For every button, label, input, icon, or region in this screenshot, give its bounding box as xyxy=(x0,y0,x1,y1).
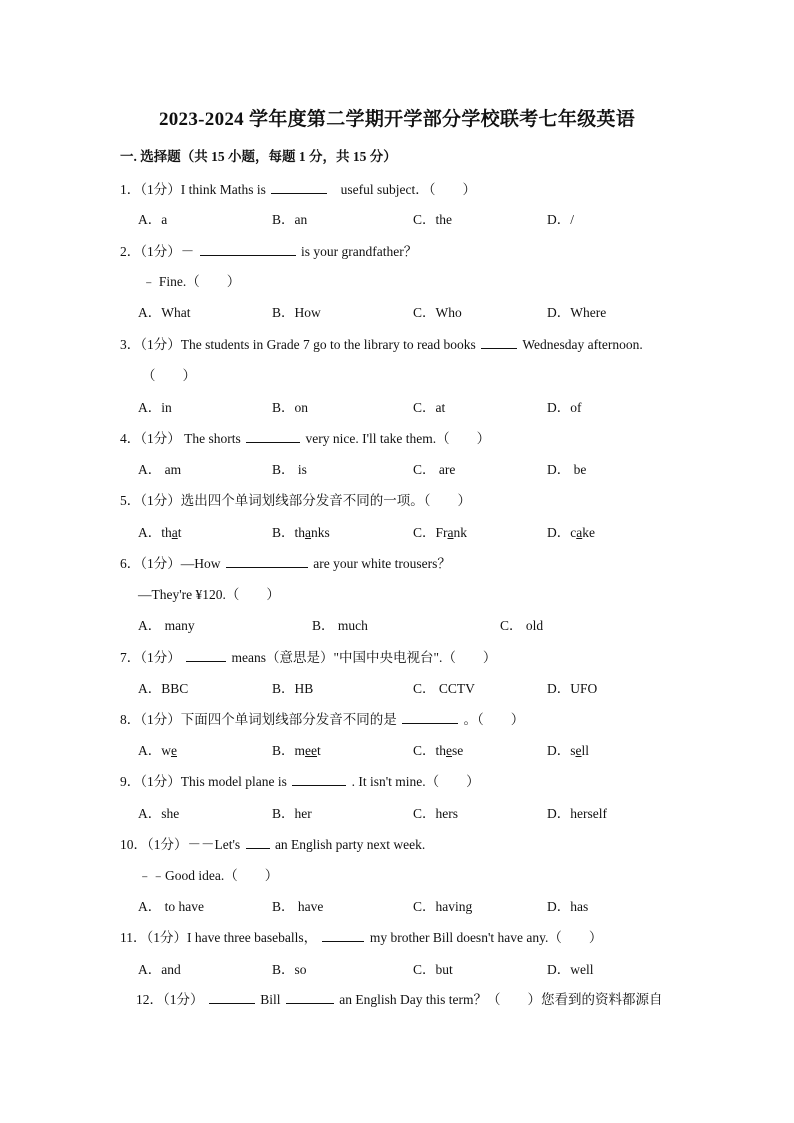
option-b[interactable]: B．HB xyxy=(272,681,314,696)
option-c[interactable]: C．Who xyxy=(413,305,462,320)
option-b[interactable]: B．on xyxy=(272,400,309,415)
option-c[interactable]: C．having xyxy=(413,899,473,914)
question-9-options xyxy=(0,802,794,822)
answer-blank xyxy=(209,991,255,1004)
answer-blank xyxy=(292,773,346,786)
option-d[interactable]: D．cake xyxy=(547,525,595,540)
option-b[interactable]: B．How xyxy=(272,305,321,320)
answer-blank xyxy=(402,711,458,724)
answer-blank xyxy=(226,555,308,568)
question-6-options xyxy=(0,614,794,634)
question-11-stem: 11．（1分）I have three baseballs， my brother Bill doesn't have any.（ ） xyxy=(120,930,603,945)
question-5-stem: 5．（1分）选出四个单词划线部分发音不同的一项。（ ） xyxy=(120,493,471,508)
answer-blank xyxy=(246,430,300,443)
question-3-line2: （ ） xyxy=(142,368,196,383)
answer-blank xyxy=(246,836,270,849)
page-title: 2023-2024 学年度第二学期开学部分学校联考七年级英语 xyxy=(158,109,636,130)
option-b[interactable]: B．an xyxy=(272,212,308,227)
option-d[interactable]: D．/ xyxy=(547,212,574,227)
option-a[interactable]: A．and xyxy=(138,962,181,977)
answer-blank xyxy=(481,336,517,349)
option-c[interactable]: C．Frank xyxy=(413,525,468,540)
option-b[interactable]: B． much xyxy=(312,618,368,633)
option-b[interactable]: B．thanks xyxy=(272,525,330,540)
option-b[interactable]: B． have xyxy=(272,899,324,914)
option-b[interactable]: B．her xyxy=(272,806,312,821)
option-b[interactable]: B． is xyxy=(272,462,307,477)
option-d[interactable]: D．sell xyxy=(547,743,590,758)
option-a[interactable]: A． am xyxy=(138,462,182,477)
option-a[interactable]: A．a xyxy=(138,212,168,227)
question-3-options xyxy=(0,396,794,416)
option-a[interactable]: A．BBC xyxy=(138,681,189,696)
answer-blank xyxy=(286,991,334,1004)
option-d[interactable]: D．Where xyxy=(547,305,607,320)
question-6-line2: —They're ¥120.（ ） xyxy=(138,587,280,602)
question-7-options xyxy=(0,677,794,697)
question-8-stem: 8．（1分）下面四个单词划线部分发音不同的是 。（ ） xyxy=(120,712,525,727)
question-12-stem: 12．（1分） Bill an English Day this term？（ ）您看到的资料都源自 xyxy=(136,992,663,1007)
question-3-stem: 3．（1分）The students in Grade 7 go to the library to read books Wednesday afternoon. xyxy=(120,337,643,352)
option-b[interactable]: B．so xyxy=(272,962,307,977)
question-6-stem: 6．（1分）—How are your white trousers？ xyxy=(120,556,451,571)
option-a[interactable]: A．What xyxy=(138,305,191,320)
option-d[interactable]: D．herself xyxy=(547,806,607,821)
option-a[interactable]: A．she xyxy=(138,806,180,821)
question-11-options xyxy=(0,958,794,978)
option-a[interactable]: A． many xyxy=(138,618,195,633)
question-7-stem: 7．（1分） means（意思是）"中国中央电视台".（ ） xyxy=(120,650,497,665)
option-a[interactable]: A． to have xyxy=(138,899,204,914)
option-d[interactable]: D．well xyxy=(547,962,594,977)
option-c[interactable]: C．hers xyxy=(413,806,458,821)
question-8-options xyxy=(0,739,794,759)
option-c[interactable]: C． CCTV xyxy=(413,681,475,696)
question-1-options xyxy=(0,208,794,228)
option-c[interactable]: C． are xyxy=(413,462,456,477)
question-10-options xyxy=(0,895,794,915)
option-c[interactable]: C．but xyxy=(413,962,453,977)
question-5-options xyxy=(0,521,794,541)
question-4-options xyxy=(0,458,794,478)
option-d[interactable]: D．of xyxy=(547,400,582,415)
section-heading: 一. 选择题（共 15 小题，每题 1 分，共 15 分） xyxy=(120,149,397,164)
question-9-stem: 9．（1分）This model plane is . It isn't mine.（ ） xyxy=(120,774,480,789)
answer-blank xyxy=(200,243,296,256)
question-2-options xyxy=(0,301,794,321)
question-10-stem: 10．（1分）－－Let's an English party next week. xyxy=(120,837,426,852)
option-c[interactable]: C．at xyxy=(413,400,446,415)
option-c[interactable]: C．the xyxy=(413,212,452,227)
option-c[interactable]: C．these xyxy=(413,743,464,758)
question-2-line2: ﹣ Fine.（ ） xyxy=(142,274,241,289)
option-a[interactable]: A．we xyxy=(138,743,177,758)
option-b[interactable]: B．meet xyxy=(272,743,321,758)
question-10-line2: ﹣﹣Good idea.（ ） xyxy=(138,868,279,883)
option-a[interactable]: A．in xyxy=(138,400,172,415)
option-d[interactable]: D．has xyxy=(547,899,589,914)
option-d[interactable]: D．UFO xyxy=(547,681,598,696)
question-1-stem: 1．（1分）I think Maths is useful subject．（ ） xyxy=(120,182,476,197)
question-2-stem: 2．（1分）－ is your grandfather？ xyxy=(120,244,418,259)
option-c[interactable]: C． old xyxy=(500,618,544,633)
answer-blank xyxy=(186,649,226,662)
option-d[interactable]: D． be xyxy=(547,462,587,477)
answer-blank xyxy=(271,181,327,194)
question-4-stem: 4．（1分） The shorts very nice. I'll take them.（ ） xyxy=(120,431,491,446)
answer-blank xyxy=(322,929,364,942)
option-a[interactable]: A．that xyxy=(138,525,182,540)
